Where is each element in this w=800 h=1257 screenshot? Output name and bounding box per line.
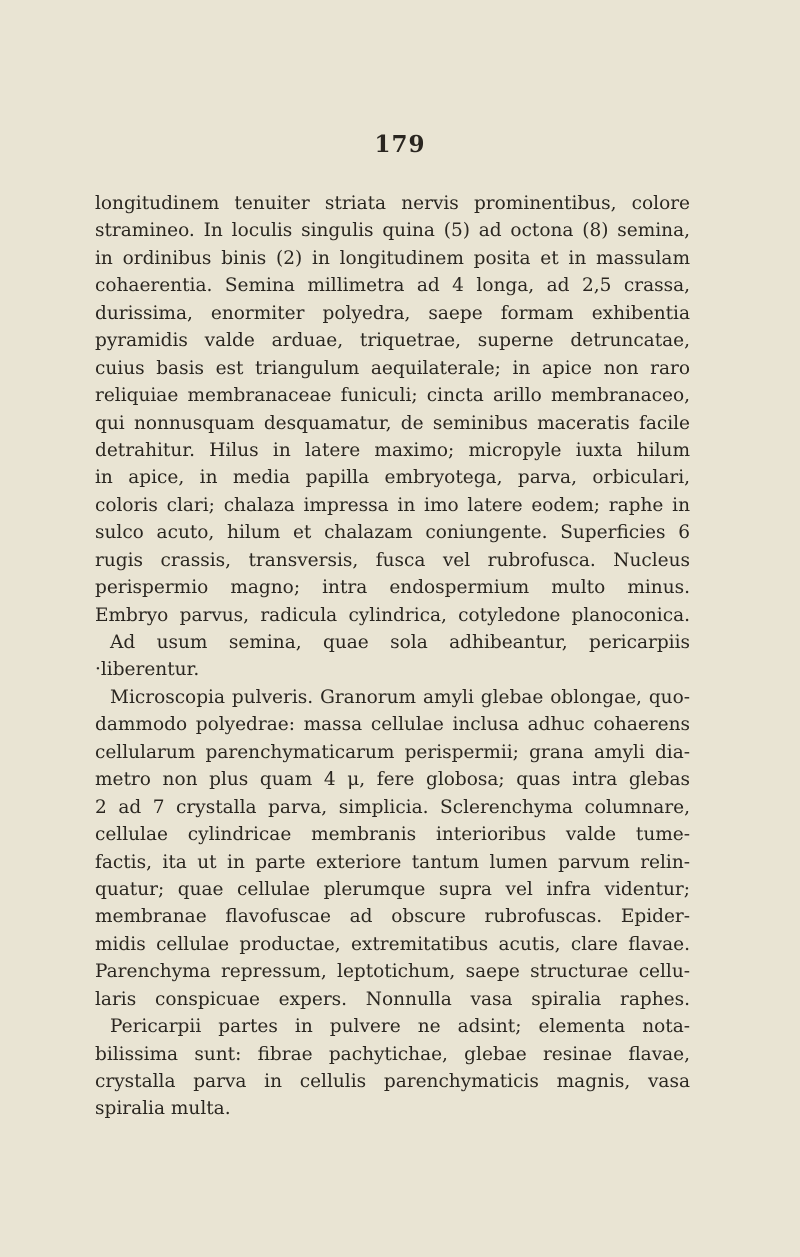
text-line: ·liberentur. [95,659,200,681]
text-line: dammodo polyedrae: massa cellulae inclusa adhuc cohaerens [95,714,690,736]
text-line: Microscopia pulveris. Granorum amyli glebae oblongae, quo- [110,686,690,708]
text-line: cuius basis est triangulum aequilaterale; in apice non raro [95,357,690,379]
text-line: pyramidis valde arduae, triquetrae, superne detruncatae, [95,330,690,352]
text-line: crystalla parva in cellulis parenchymaticis magnis, vasa [95,1071,690,1092]
body-text [95,190,690,1123]
text-line: coloris clari; chalaza impressa in imo latere eodem; raphe in [95,494,690,516]
text-line: 2 ad 7 crystalla parva, simplicia. Sclerenchyma columnare, [95,796,690,818]
text-line: cellulae cylindricae membranis interioribus valde tume- [95,824,690,846]
text-line: durissima, enormiter polyedra, saepe formam exhibentia [95,302,690,324]
text-line: in ordinibus binis (2) in longitudinem posita et in massulam [95,247,690,269]
text-line: Parenchyma repressum, leptotichum, saepe structurae cellu- [95,961,690,983]
text-line: detrahitur. Hilus in latere maximo; micropyle iuxta hilum [95,439,690,461]
text-line: factis, ita ut in parte exteriore tantum lumen parvum relin- [95,851,690,873]
text-line: quatur; quae cellulae plerumque supra vel infra videntur; [95,878,690,900]
text-line: sulco acuto, hilum et chalazam coniungente. Superficies 6 [95,522,690,544]
text-line: in apice, in media papilla embryotega, parva, orbiculari, [95,467,690,489]
text-line: spiralia multa. [95,1098,231,1120]
text-line: metro non plus quam 4 μ, fere globosa; quas intra glebas [95,769,690,791]
text-line: reliquiae membranaceae funiculi; cincta arillo membranaceo, [95,385,690,407]
text-line: rugis crassis, transversis, fusca vel rubrofusca. Nucleus [95,549,690,571]
text-line: Embryo parvus, radicula cylindrica, cotyledone planoconica. [95,604,690,626]
text-line: stramineo. In loculis singulis quina (5) ad octona (8) semina, [95,220,690,242]
text-line: Pericarpii partes in pulvere ne adsint; elementa nota- [110,1016,690,1038]
text-line: midis cellulae productae, extremitatibus acutis, clare flavae. [95,933,690,955]
text-line: bilissima sunt: fibrae pachytichae, glebae resinae flavae, [95,1043,690,1065]
text-line: perispermio magno; intra endospermium multo minus. [95,577,690,599]
text-line: qui nonnusquam desquamatur, de seminibus maceratis facile [95,412,690,434]
text-line: membranae flavofuscae ad obscure rubrofuscas. Epider- [95,906,690,928]
page-number: 179 [374,131,426,158]
text-line: longitudinem tenuiter striata nervis prominentibus, colore [95,193,690,214]
text-line: cellularum parenchymaticarum perispermii; grana amyli dia- [95,741,690,763]
text-line: Ad usum semina, quae sola adhibeantur, pericarpiis [110,632,690,653]
text-line: laris conspicuae expers. Nonnulla vasa spiralia raphes. [95,988,690,1010]
text-line: cohaerentia. Semina millimetra ad 4 longa, ad 2,5 crassa, [95,275,690,297]
